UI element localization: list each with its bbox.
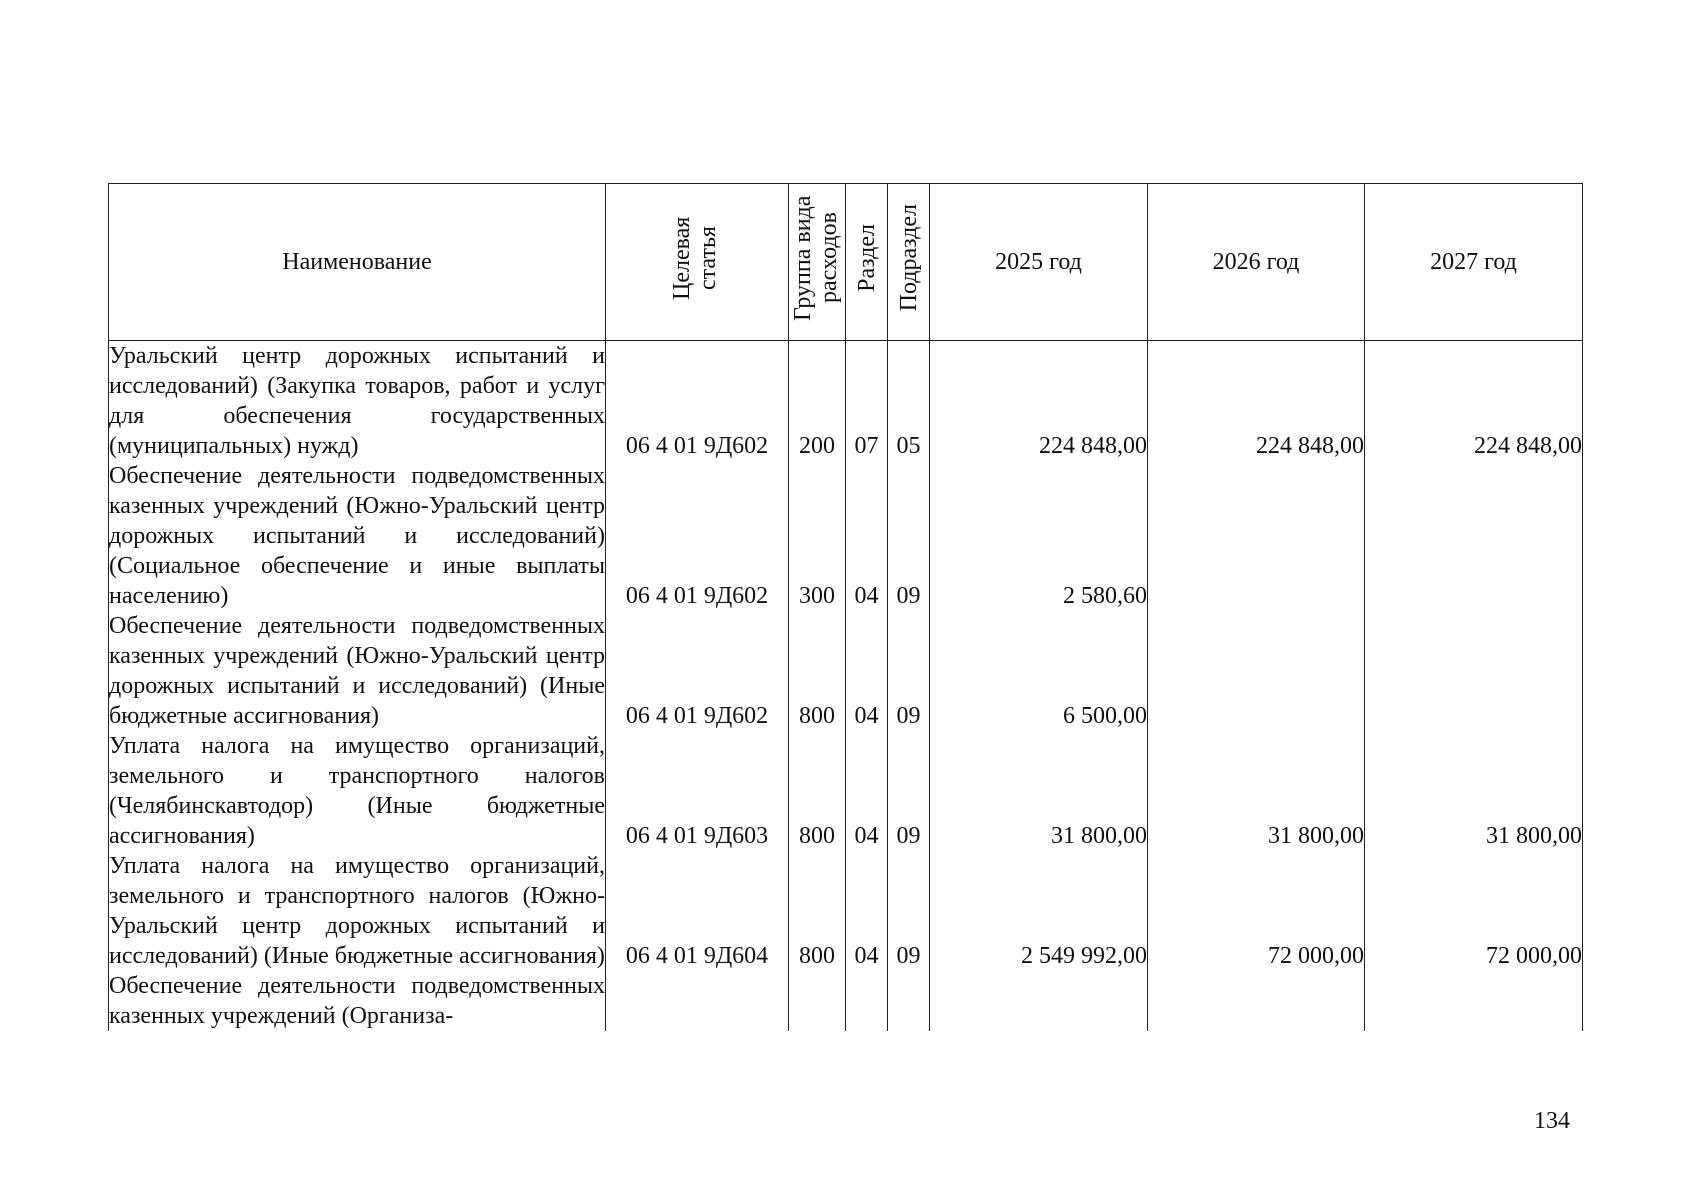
- row-2026: 224 848,00: [1148, 341, 1365, 462]
- row-2026: [1148, 611, 1365, 731]
- row-2026: 31 800,00: [1148, 731, 1365, 851]
- row-target: 06 4 01 9Д602: [606, 461, 789, 611]
- table-row: [109, 611, 1583, 731]
- row-target: 06 4 01 9Д603: [606, 731, 789, 851]
- row-2027: [1365, 971, 1583, 1031]
- budget-table: [108, 183, 1583, 1031]
- row-2027: 72 000,00: [1365, 851, 1583, 971]
- row-group: 300: [789, 461, 846, 611]
- row-group: 200: [789, 341, 846, 462]
- table-row: [109, 731, 1583, 851]
- row-2025: 2 549 992,00: [930, 851, 1148, 971]
- row-group: 800: [789, 611, 846, 731]
- header-section: Раздел: [846, 184, 888, 341]
- row-2025: 224 848,00: [930, 341, 1148, 462]
- row-section: 04: [846, 731, 888, 851]
- row-2025: 6 500,00: [930, 611, 1148, 731]
- row-name: Обеспечение деятельности подведомственных казенных учреждений (Южно-Уральский центр дорожных испытаний и исследований) (Иные бюджетные ассигнования): [109, 613, 605, 729]
- row-2027: [1365, 461, 1583, 611]
- row-target: 06 4 01 9Д602: [606, 341, 789, 462]
- row-subsection: 05: [888, 341, 930, 462]
- row-section: 04: [846, 611, 888, 731]
- row-subsection: 09: [888, 611, 930, 731]
- header-name: Наименование: [109, 184, 606, 341]
- row-target: 06 4 01 9Д602: [606, 611, 789, 731]
- row-2026: 72 000,00: [1148, 851, 1365, 971]
- row-2027: [1365, 611, 1583, 731]
- table-row: [109, 851, 1583, 971]
- table-row: [109, 971, 1583, 1031]
- row-section: 04: [846, 461, 888, 611]
- header-group: Группа вида расходов: [789, 184, 846, 341]
- header-2027: 2027 год: [1365, 184, 1583, 341]
- table-row: [109, 341, 1583, 462]
- row-2027: 31 800,00: [1365, 731, 1583, 851]
- row-section: 07: [846, 341, 888, 462]
- row-2026: [1148, 461, 1365, 611]
- row-group: [789, 971, 846, 1031]
- row-2025: [930, 971, 1148, 1031]
- row-name: Уплата налога на имущество организаций, земельного и транспортного налогов (Южно-Уральский центр дорожных испытаний и исследований) (Иные бюджетные ассигнования): [109, 853, 605, 969]
- row-group: 800: [789, 851, 846, 971]
- row-target: 06 4 01 9Д604: [606, 851, 789, 971]
- row-name: Обеспечение деятельности подведомственных казенных учреждений (Южно-Уральский центр дорожных испытаний и исследований) (Социальное обеспечение и иные выплаты населению): [109, 463, 605, 609]
- row-subsection: 09: [888, 851, 930, 971]
- row-2025: 2 580,60: [930, 461, 1148, 611]
- header-2025: 2025 год: [930, 184, 1148, 341]
- header-2026: 2026 год: [1148, 184, 1365, 341]
- table-header-row: [109, 184, 1583, 341]
- row-name: Уральский центр дорожных испытаний и исследований) (Закупка товаров, работ и услуг для обеспечения государственных (муниципальных) нужд): [109, 341, 606, 462]
- row-2025: 31 800,00: [930, 731, 1148, 851]
- row-group: 800: [789, 731, 846, 851]
- row-name: Обеспечение деятельности подведомственных казенных учреждений (Организа-: [109, 973, 605, 1029]
- row-subsection: 09: [888, 461, 930, 611]
- table-row: [109, 461, 1583, 611]
- header-target: Целевая статья: [606, 184, 789, 341]
- row-name: Уплата налога на имущество организаций, земельного и транспортного налогов (Челябинскавтодор) (Иные бюджетные ассигнования): [109, 733, 605, 849]
- row-section: [846, 971, 888, 1031]
- page-number: 134: [1534, 1108, 1570, 1134]
- row-2026: [1148, 971, 1365, 1031]
- row-subsection: [888, 971, 930, 1031]
- row-subsection: 09: [888, 731, 930, 851]
- header-subsection: Подраздел: [888, 184, 930, 341]
- row-section: 04: [846, 851, 888, 971]
- row-2027: 224 848,00: [1365, 341, 1583, 462]
- row-target: [606, 971, 789, 1031]
